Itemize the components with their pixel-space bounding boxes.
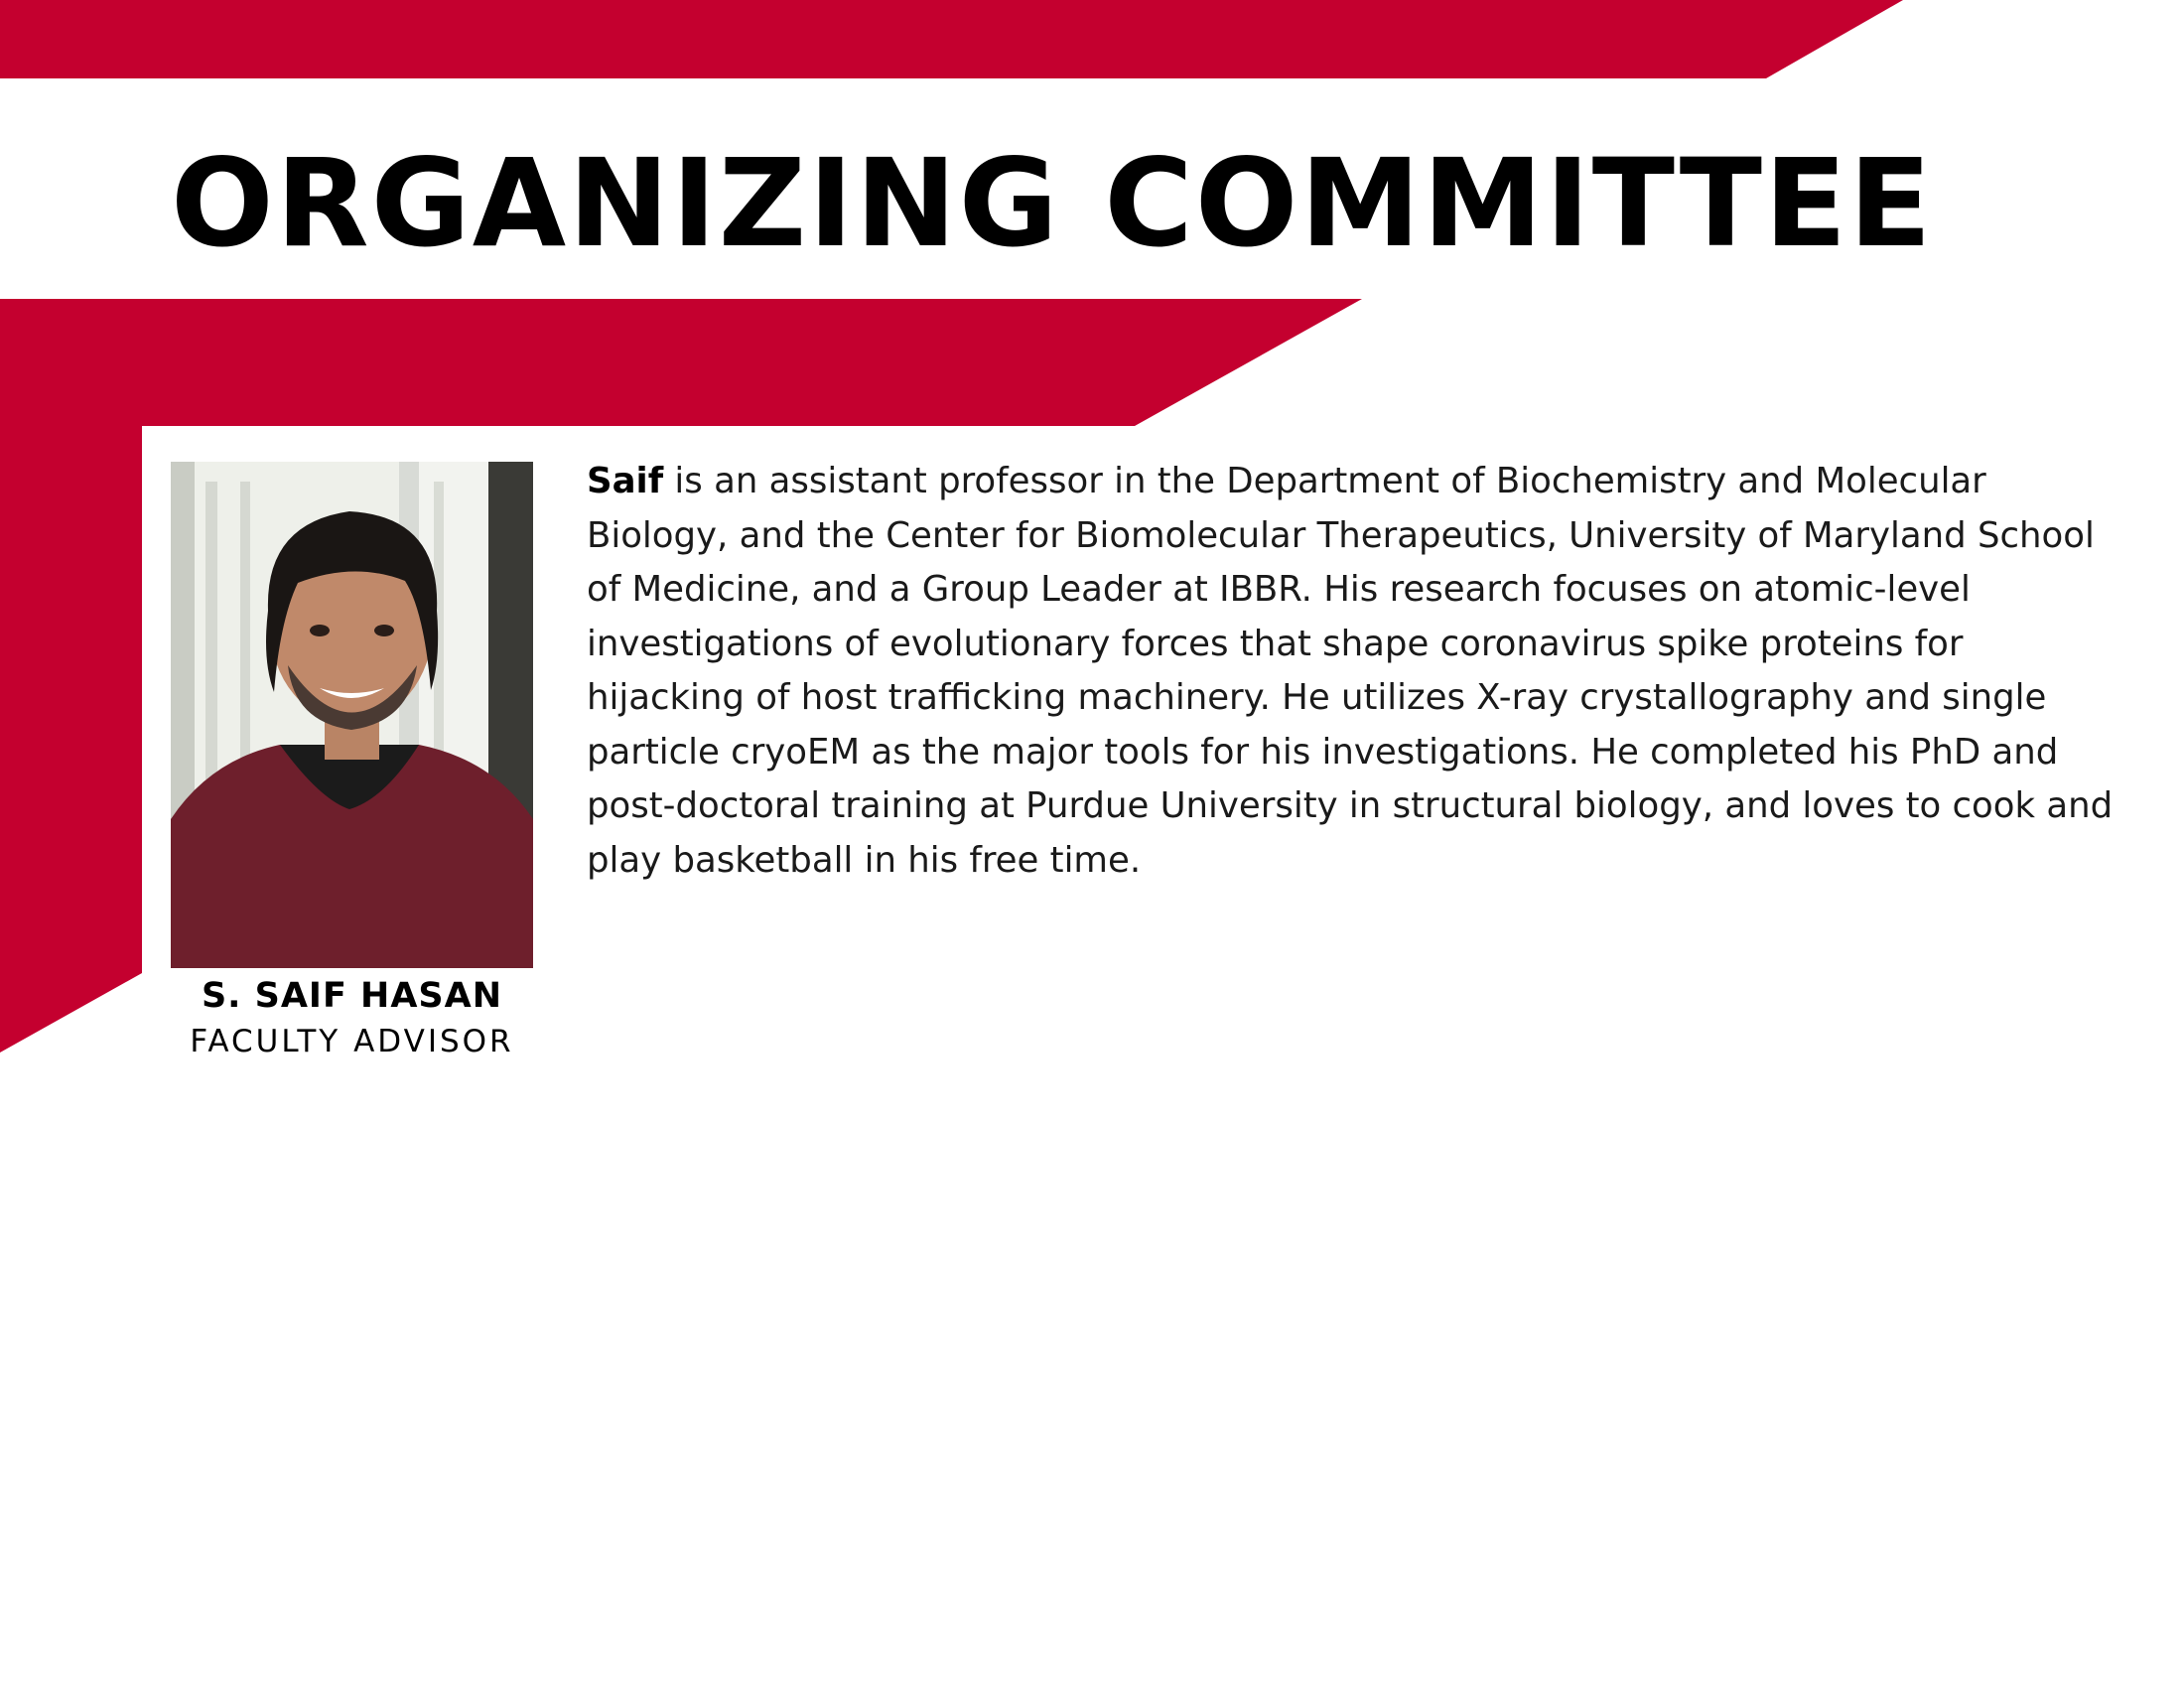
member-photo xyxy=(171,462,533,968)
member-first-name: Saif xyxy=(587,461,664,501)
portrait-photo-icon xyxy=(171,462,533,968)
member-role: FACULTY ADVISOR xyxy=(190,1024,514,1059)
member-bio-text: is an assistant professor in the Department of Biochemistry and Molecular Biology, and the Center for Biomolecular Therapeutics, University of Maryland School of Medicine, and a Group Leader at IBBR. His research focuses on atomic-level investigations of evolutionary forces that shape coronavirus spike proteins for hijacking of host trafficking machinery. He utilizes X-ray crystallography and single particle cryoEM as the major tools for his investigations. He completed his PhD and post-doctoral training at Purdue University in structural biology, and loves to cook and play basketball in his free time. xyxy=(587,461,2114,881)
top-red-banner xyxy=(0,0,1903,78)
member-bio xyxy=(587,455,2116,888)
member-name: S. SAIF HASAN xyxy=(201,976,503,1016)
page-title: ORGANIZING COMMITTEE xyxy=(171,133,1934,274)
